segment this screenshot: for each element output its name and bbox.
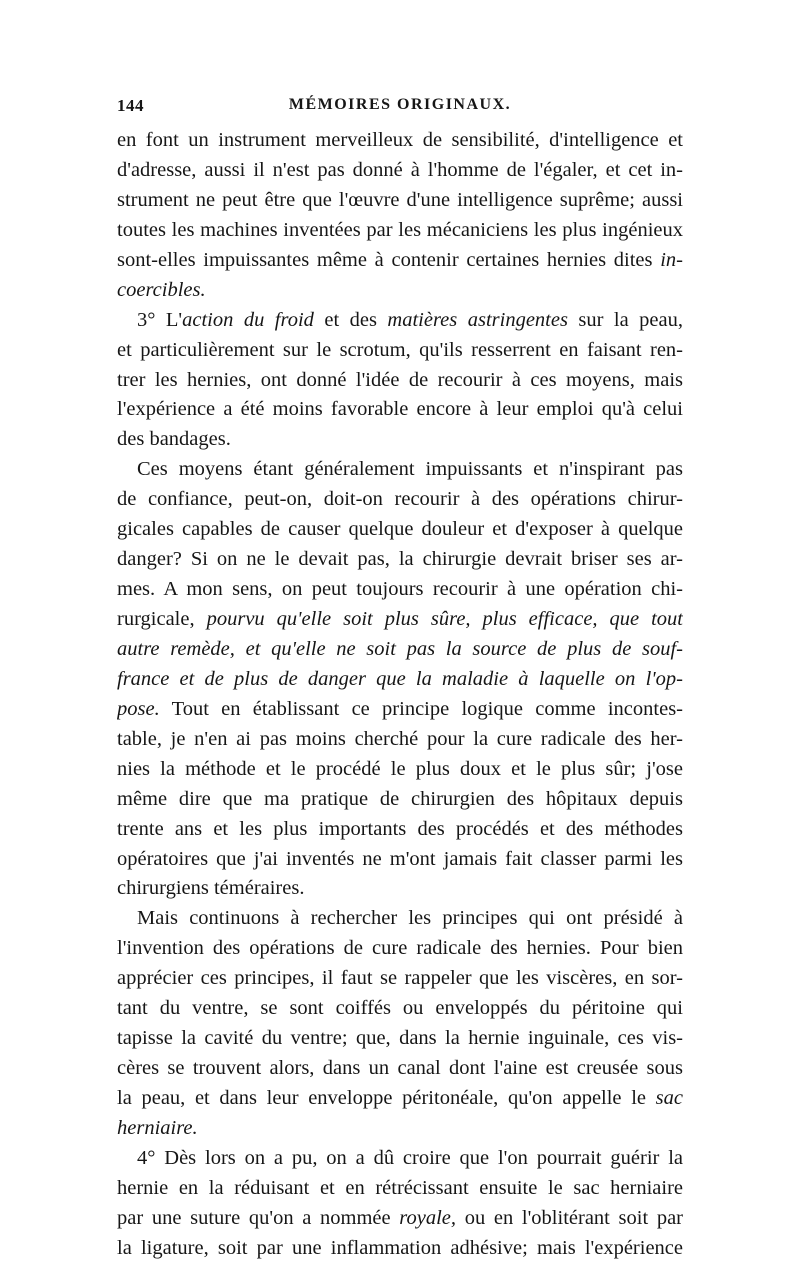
italic-text: sac: [655, 1087, 683, 1109]
text-line: [117, 1234, 683, 1264]
text-segment: d'adresse, aussi il n'est pas donné à l'homme de l'égaler, et cet in-: [117, 158, 683, 181]
text-line: [117, 186, 683, 216]
text-segment: opératoires que j'ai inventés ne m'ont jamais fait classer parmi les: [117, 847, 683, 870]
text-segment: sur la peau,: [567, 308, 683, 331]
text-line: [117, 545, 683, 575]
text-segment: Mais continuons à rechercher les principes qui ont présidé à: [137, 907, 683, 930]
text-line: [117, 1084, 683, 1114]
text-segment: sont-elles impuissantes même à contenir certaines hernies dites: [117, 248, 661, 271]
text-line: [117, 276, 683, 306]
text-line: [117, 725, 683, 755]
italic-text: pose.: [117, 697, 160, 720]
text-segment: et des: [313, 308, 388, 331]
text-segment: ou en l'oblitérant soit par: [456, 1206, 683, 1229]
text-line: [117, 156, 683, 186]
text-line: [117, 1144, 683, 1174]
text-line: [117, 1174, 683, 1204]
page-number: 144: [117, 96, 144, 115]
text-segment: nies la méthode et le procédé le plus doux et le plus sûr; j'ose: [117, 757, 683, 780]
text-segment: chirurgiens téméraires.: [117, 877, 305, 900]
text-segment: en font un instrument merveilleux de sensibilité, d'intelligence et: [117, 129, 683, 151]
text-segment: des bandages.: [117, 428, 231, 451]
text-line: [117, 1054, 683, 1084]
text-line: [117, 964, 683, 994]
italic-text: royale,: [399, 1206, 457, 1229]
text-line: [117, 785, 683, 815]
italic-text: coercibles.: [117, 278, 206, 301]
page-header: [117, 96, 683, 118]
text-segment: rurgicale,: [117, 608, 207, 630]
text-segment: table, je n'en ai pas moins cherché pour la cure radicale des her-: [117, 727, 683, 750]
text-segment: trer les hernies, ont donné l'idée de recourir à ces moyens, mais: [117, 368, 683, 391]
text-segment: apprécier ces principes, il faut se rappeler que les viscères, en sor-: [117, 967, 683, 990]
text-segment: la ligature, soit par une inflammation adhésive; mais l'expérience: [117, 1236, 683, 1259]
text-line: [117, 1114, 683, 1144]
text-segment: danger? Si on ne le devait pas, la chirurgie devrait briser ses ar-: [117, 548, 683, 571]
text-segment: Tout en établissant ce principe logique comme incontes-: [159, 697, 683, 720]
italic-text: matières astringentes: [387, 308, 568, 331]
text-line: [117, 485, 683, 515]
text-line: [117, 336, 683, 366]
text-segment: trente ans et les plus importants des procédés et des méthodes: [117, 817, 683, 840]
text-line: [117, 934, 683, 964]
text-segment: même dire que ma pratique de chirurgien des hôpitaux depuis: [117, 787, 683, 810]
text-segment: 4° Dès lors on a pu, on a dû croire que l'on pourrait guérir la: [137, 1146, 683, 1169]
text-segment: strument ne peut être que l'œuvre d'une intelligence suprême; aussi: [117, 188, 683, 211]
text-line: [117, 755, 683, 785]
text-line: [117, 1204, 683, 1234]
text-segment: cères se trouvent alors, dans un canal dont l'aine est creusée sous: [117, 1057, 683, 1080]
text-line: [117, 815, 683, 845]
text-line: [117, 306, 683, 336]
text-line: [117, 605, 683, 635]
text-segment: de confiance, peut-on, doit-on recourir à des opérations chirur-: [117, 488, 683, 511]
text-segment: 3° L': [137, 308, 183, 331]
text-line: [117, 874, 683, 904]
text-line: [117, 455, 683, 485]
text-line: [117, 575, 683, 605]
text-segment: l'expérience a été moins favorable encore à leur emploi qu'à celui: [117, 398, 683, 421]
italic-text: in-: [660, 248, 683, 271]
text-segment: hernie en la réduisant et en rétrécissant ensuite le sac herniaire: [117, 1176, 683, 1199]
text-line: [117, 695, 683, 725]
text-segment: tapisse la cavité du ventre; que, dans la hernie inguinale, ces vis-: [117, 1027, 683, 1050]
text-line: [117, 845, 683, 875]
text-segment: Ces moyens étant généralement impuissants et n'inspirant pas: [137, 458, 683, 481]
text-line: [117, 395, 683, 425]
italic-text: herniaire.: [117, 1116, 198, 1139]
text-line: [117, 126, 683, 156]
text-segment: toutes les machines inventées par les mécaniciens les plus ingénieux: [117, 218, 683, 241]
text-segment: par une suture qu'on a nommée: [117, 1206, 400, 1229]
text-line: [117, 216, 683, 246]
italic-text: action du froid: [182, 308, 314, 331]
text-line: [117, 1024, 683, 1054]
italic-text: autre remède, et qu'elle ne soit pas la source de plus de souf-: [117, 637, 683, 660]
italic-text: pourvu qu'elle soit plus sûre, plus efficace, que tout: [206, 608, 683, 630]
text-segment: mes. A mon sens, on peut toujours recourir à une opération chi-: [117, 578, 683, 601]
text-line: [117, 366, 683, 396]
body-text: [117, 126, 683, 1264]
text-segment: l'invention des opérations de cure radicale des hernies. Pour bien: [117, 937, 683, 960]
text-line: [117, 904, 683, 934]
text-segment: gicales capables de causer quelque douleur et d'exposer à quelque: [117, 518, 683, 541]
text-line: [117, 994, 683, 1024]
text-segment: tant du ventre, se sont coiffés ou enveloppés du péritoine qui: [117, 997, 683, 1020]
text-segment: et particulièrement sur le scrotum, qu'ils resserrent en faisant ren-: [117, 338, 683, 361]
text-segment: la peau, et dans leur enveloppe péritonéale, qu'on appelle le: [117, 1087, 656, 1109]
text-line: [117, 515, 683, 545]
text-line: [117, 635, 683, 665]
italic-text: france et de plus de danger que la maladie à laquelle on l'op-: [117, 667, 683, 690]
text-line: [117, 665, 683, 695]
text-line: [117, 246, 683, 276]
text-line: [117, 425, 683, 455]
running-title: MÉMOIRES ORIGINAUX.: [288, 96, 512, 113]
